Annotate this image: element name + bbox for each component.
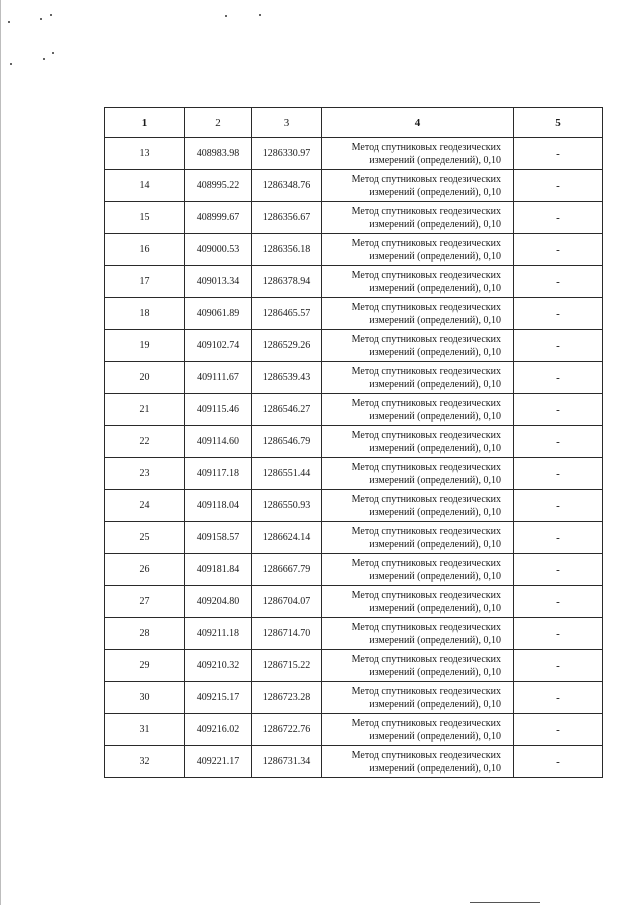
method-line-2: измерений (определений), 0,10: [369, 346, 501, 358]
mark-cell: -: [514, 746, 603, 778]
method-cell: [322, 394, 514, 426]
method-cell: [322, 490, 514, 522]
scan-speck: [52, 52, 54, 54]
page-edge: [0, 0, 1, 905]
mark-cell: -: [514, 490, 603, 522]
method-line-2: измерений (определений), 0,10: [369, 698, 501, 710]
method-cell: [322, 138, 514, 170]
mark-cell: -: [514, 362, 603, 394]
y-coordinate-cell: 1286731.34: [252, 746, 322, 778]
method-line-2: измерений (определений), 0,10: [369, 730, 501, 742]
method-cell: [322, 746, 514, 778]
method-line-2: измерений (определений), 0,10: [369, 378, 501, 390]
y-coordinate-cell: 1286714.70: [252, 618, 322, 650]
method-line-1: Метод спутниковых геодезических: [351, 525, 501, 537]
method-line-1: Метод спутниковых геодезических: [351, 141, 501, 153]
method-cell: [322, 362, 514, 394]
point-number-cell: 30: [105, 682, 185, 714]
y-coordinate-cell: 1286723.28: [252, 682, 322, 714]
x-coordinate-cell: 409204.80: [185, 586, 252, 618]
mark-cell: -: [514, 202, 603, 234]
x-coordinate-cell: 409210.32: [185, 650, 252, 682]
column-header-4: 4: [322, 108, 514, 138]
table-row: [105, 170, 603, 202]
method-cell: [322, 682, 514, 714]
x-coordinate-cell: 409181.84: [185, 554, 252, 586]
scan-speck: [43, 58, 45, 60]
method-line-2: измерений (определений), 0,10: [369, 506, 501, 518]
method-line-2: измерений (определений), 0,10: [369, 474, 501, 486]
method-line-2: измерений (определений), 0,10: [369, 314, 501, 326]
x-coordinate-cell: 409115.46: [185, 394, 252, 426]
method-line-1: Метод спутниковых геодезических: [351, 237, 501, 249]
table-row: [105, 202, 603, 234]
x-coordinate-cell: 409221.17: [185, 746, 252, 778]
scan-speck: [50, 14, 52, 16]
mark-cell: -: [514, 586, 603, 618]
method-cell: [322, 298, 514, 330]
x-coordinate-cell: 409215.17: [185, 682, 252, 714]
table-row: [105, 458, 603, 490]
method-line-2: измерений (определений), 0,10: [369, 186, 501, 198]
table-body: [105, 138, 603, 778]
mark-cell: -: [514, 426, 603, 458]
method-line-2: измерений (определений), 0,10: [369, 250, 501, 262]
method-line-2: измерений (определений), 0,10: [369, 570, 501, 582]
method-cell: [322, 170, 514, 202]
point-number-cell: 14: [105, 170, 185, 202]
method-line-2: измерений (определений), 0,10: [369, 602, 501, 614]
method-cell: [322, 618, 514, 650]
method-cell: [322, 426, 514, 458]
y-coordinate-cell: 1286715.22: [252, 650, 322, 682]
table-row: [105, 426, 603, 458]
method-line-1: Метод спутниковых геодезических: [351, 269, 501, 281]
x-coordinate-cell: 409013.34: [185, 266, 252, 298]
mark-cell: -: [514, 394, 603, 426]
method-line-1: Метод спутниковых геодезических: [351, 621, 501, 633]
column-header-1: 1: [105, 108, 185, 138]
x-coordinate-cell: 409118.04: [185, 490, 252, 522]
method-line-2: измерений (определений), 0,10: [369, 154, 501, 166]
mark-cell: -: [514, 714, 603, 746]
mark-cell: -: [514, 170, 603, 202]
method-line-2: измерений (определений), 0,10: [369, 538, 501, 550]
table-row: [105, 618, 603, 650]
table-row: [105, 490, 603, 522]
method-cell: [322, 202, 514, 234]
x-coordinate-cell: 409211.18: [185, 618, 252, 650]
x-coordinate-cell: 409000.53: [185, 234, 252, 266]
y-coordinate-cell: 1286722.76: [252, 714, 322, 746]
scan-speck: [225, 15, 227, 17]
x-coordinate-cell: 409117.18: [185, 458, 252, 490]
y-coordinate-cell: 1286529.26: [252, 330, 322, 362]
mark-cell: -: [514, 618, 603, 650]
mark-cell: -: [514, 458, 603, 490]
mark-cell: -: [514, 298, 603, 330]
y-coordinate-cell: 1286356.18: [252, 234, 322, 266]
table-row: [105, 234, 603, 266]
mark-cell: -: [514, 266, 603, 298]
point-number-cell: 22: [105, 426, 185, 458]
method-line-1: Метод спутниковых геодезических: [351, 301, 501, 313]
method-line-1: Метод спутниковых геодезических: [351, 685, 501, 697]
scan-speck: [10, 63, 12, 65]
mark-cell: -: [514, 138, 603, 170]
method-line-1: Метод спутниковых геодезических: [351, 589, 501, 601]
y-coordinate-cell: 1286539.43: [252, 362, 322, 394]
x-coordinate-cell: 409061.89: [185, 298, 252, 330]
method-cell: [322, 522, 514, 554]
table-row: [105, 682, 603, 714]
point-number-cell: 13: [105, 138, 185, 170]
scan-speck: [259, 14, 261, 16]
table-row: [105, 586, 603, 618]
method-line-1: Метод спутниковых геодезических: [351, 365, 501, 377]
scan-speck: [8, 21, 10, 23]
method-line-2: измерений (определений), 0,10: [369, 634, 501, 646]
method-line-1: Метод спутниковых геодезических: [351, 493, 501, 505]
point-number-cell: 26: [105, 554, 185, 586]
method-line-1: Метод спутниковых геодезических: [351, 429, 501, 441]
x-coordinate-cell: 408983.98: [185, 138, 252, 170]
column-header-3: 3: [252, 108, 322, 138]
method-line-1: Метод спутниковых геодезических: [351, 749, 501, 761]
y-coordinate-cell: 1286551.44: [252, 458, 322, 490]
table-row: [105, 650, 603, 682]
y-coordinate-cell: 1286356.67: [252, 202, 322, 234]
column-header-5: 5: [514, 108, 603, 138]
method-line-1: Метод спутниковых геодезических: [351, 173, 501, 185]
method-cell: [322, 586, 514, 618]
method-cell: [322, 650, 514, 682]
point-number-cell: 19: [105, 330, 185, 362]
point-number-cell: 31: [105, 714, 185, 746]
footer-rule: [470, 902, 540, 903]
table-row: [105, 714, 603, 746]
y-coordinate-cell: 1286546.79: [252, 426, 322, 458]
point-number-cell: 29: [105, 650, 185, 682]
method-line-2: измерений (определений), 0,10: [369, 410, 501, 422]
point-number-cell: 18: [105, 298, 185, 330]
point-number-cell: 24: [105, 490, 185, 522]
y-coordinate-cell: 1286378.94: [252, 266, 322, 298]
table-row: [105, 554, 603, 586]
point-number-cell: 32: [105, 746, 185, 778]
x-coordinate-cell: 409216.02: [185, 714, 252, 746]
table-row: [105, 362, 603, 394]
point-number-cell: 21: [105, 394, 185, 426]
method-line-2: измерений (определений), 0,10: [369, 442, 501, 454]
method-line-2: измерений (определений), 0,10: [369, 762, 501, 774]
x-coordinate-cell: 409114.60: [185, 426, 252, 458]
y-coordinate-cell: 1286550.93: [252, 490, 322, 522]
y-coordinate-cell: 1286348.76: [252, 170, 322, 202]
y-coordinate-cell: 1286704.07: [252, 586, 322, 618]
x-coordinate-cell: 408995.22: [185, 170, 252, 202]
point-number-cell: 23: [105, 458, 185, 490]
mark-cell: -: [514, 650, 603, 682]
scan-speck: [40, 18, 42, 20]
method-line-2: измерений (определений), 0,10: [369, 666, 501, 678]
point-number-cell: 16: [105, 234, 185, 266]
table-row: [105, 330, 603, 362]
column-header-2: 2: [185, 108, 252, 138]
method-line-1: Метод спутниковых геодезических: [351, 397, 501, 409]
method-cell: [322, 330, 514, 362]
point-number-cell: 27: [105, 586, 185, 618]
y-coordinate-cell: 1286624.14: [252, 522, 322, 554]
method-cell: [322, 266, 514, 298]
method-line-1: Метод спутниковых геодезических: [351, 717, 501, 729]
method-line-1: Метод спутниковых геодезических: [351, 205, 501, 217]
method-line-1: Метод спутниковых геодезических: [351, 653, 501, 665]
table-row: [105, 266, 603, 298]
method-line-2: измерений (определений), 0,10: [369, 282, 501, 294]
method-line-2: измерений (определений), 0,10: [369, 218, 501, 230]
mark-cell: -: [514, 522, 603, 554]
y-coordinate-cell: 1286330.97: [252, 138, 322, 170]
method-cell: [322, 714, 514, 746]
method-line-1: Метод спутниковых геодезических: [351, 461, 501, 473]
y-coordinate-cell: 1286465.57: [252, 298, 322, 330]
point-number-cell: 28: [105, 618, 185, 650]
mark-cell: -: [514, 234, 603, 266]
x-coordinate-cell: 408999.67: [185, 202, 252, 234]
point-number-cell: 15: [105, 202, 185, 234]
point-number-cell: 17: [105, 266, 185, 298]
point-number-cell: 20: [105, 362, 185, 394]
mark-cell: -: [514, 554, 603, 586]
table-row: [105, 746, 603, 778]
mark-cell: -: [514, 330, 603, 362]
x-coordinate-cell: 409158.57: [185, 522, 252, 554]
method-line-1: Метод спутниковых геодезических: [351, 333, 501, 345]
table-row: [105, 298, 603, 330]
table-row: [105, 138, 603, 170]
coordinates-table: [104, 107, 603, 778]
method-cell: [322, 554, 514, 586]
y-coordinate-cell: 1286667.79: [252, 554, 322, 586]
y-coordinate-cell: 1286546.27: [252, 394, 322, 426]
table-header-row: [105, 108, 603, 138]
table-row: [105, 522, 603, 554]
method-line-1: Метод спутниковых геодезических: [351, 557, 501, 569]
table-row: [105, 394, 603, 426]
x-coordinate-cell: 409102.74: [185, 330, 252, 362]
method-cell: [322, 458, 514, 490]
x-coordinate-cell: 409111.67: [185, 362, 252, 394]
method-cell: [322, 234, 514, 266]
point-number-cell: 25: [105, 522, 185, 554]
mark-cell: -: [514, 682, 603, 714]
